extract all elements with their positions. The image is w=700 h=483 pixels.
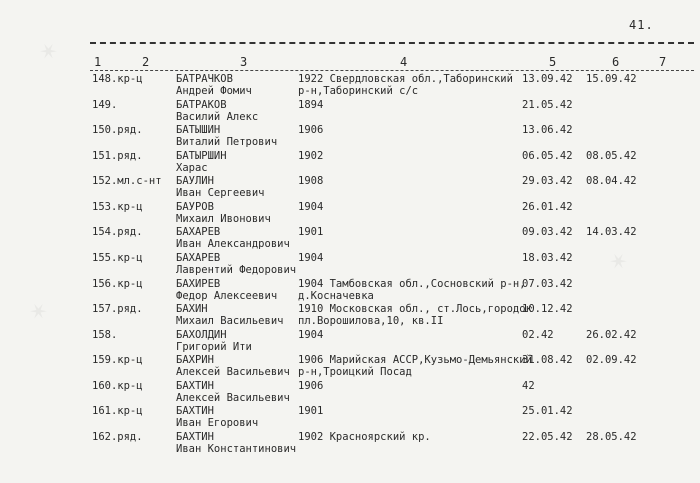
surname: БАТЫРШИН bbox=[176, 150, 227, 162]
date-col-5: 13.09.42 bbox=[522, 73, 573, 85]
birth-info bbox=[298, 99, 538, 111]
given-name: Иван Константинович bbox=[176, 443, 297, 455]
birth-info bbox=[298, 431, 538, 443]
person-name bbox=[176, 99, 296, 123]
birth-year-place: 1906 bbox=[298, 380, 324, 392]
record-number: 156.кр-ц bbox=[92, 278, 143, 290]
birth-info bbox=[298, 303, 538, 327]
birth-info bbox=[298, 226, 538, 238]
birth-info bbox=[298, 252, 538, 264]
date-col-5: 25.01.42 bbox=[522, 405, 573, 417]
date-col-6: 08.04.42 bbox=[586, 175, 637, 187]
birth-info bbox=[298, 175, 538, 187]
column-header-1: 1 bbox=[94, 55, 102, 69]
date-col-5: 07.03.42 bbox=[522, 278, 573, 290]
table-row bbox=[0, 431, 700, 456]
surname: БАХРИН bbox=[176, 354, 214, 366]
table-row bbox=[0, 278, 700, 303]
birth-year-place: 1922 Свердловская обл.,Таборинский bbox=[298, 73, 513, 85]
person-name bbox=[176, 380, 296, 404]
given-name: Харас bbox=[176, 162, 208, 174]
birth-info bbox=[298, 278, 538, 302]
column-header-3: 3 bbox=[240, 55, 248, 69]
column-header-7: 7 bbox=[659, 55, 667, 69]
date-col-5: 02.42 bbox=[522, 329, 554, 341]
given-name: Григорий Ити bbox=[176, 341, 252, 353]
surname: БАУРОВ bbox=[176, 201, 214, 213]
date-col-5: 21.05.42 bbox=[522, 99, 573, 111]
record-number: 148.кр-ц bbox=[92, 73, 143, 85]
birth-info bbox=[298, 124, 538, 136]
record-number: 162.ряд. bbox=[92, 431, 143, 443]
table-row bbox=[0, 354, 700, 379]
given-name: Михаил Васильевич bbox=[176, 315, 284, 327]
record-number: 161.кр-ц bbox=[92, 405, 143, 417]
person-name bbox=[176, 329, 296, 353]
person-name bbox=[176, 226, 296, 250]
record-number: 152.мл.с-нт bbox=[92, 175, 162, 187]
date-col-5: 29.03.42 bbox=[522, 175, 573, 187]
given-name: Михаил Ивонович bbox=[176, 213, 271, 225]
given-name: Иван Александрович bbox=[176, 238, 290, 250]
table-row bbox=[0, 99, 700, 124]
column-header-rule bbox=[90, 70, 694, 71]
birth-info bbox=[298, 201, 538, 213]
birth-info bbox=[298, 150, 538, 162]
column-header-2: 2 bbox=[142, 55, 150, 69]
table-row bbox=[0, 303, 700, 328]
table-row bbox=[0, 405, 700, 430]
date-col-5: 42 bbox=[522, 380, 535, 392]
person-name bbox=[176, 278, 296, 302]
person-name bbox=[176, 150, 296, 174]
birth-info bbox=[298, 73, 538, 97]
date-col-5: 18.03.42 bbox=[522, 252, 573, 264]
table-row bbox=[0, 124, 700, 149]
date-col-5: 06.05.42 bbox=[522, 150, 573, 162]
record-number: 157.ряд. bbox=[92, 303, 143, 315]
record-number: 150.ряд. bbox=[92, 124, 143, 136]
watermark: ✶ bbox=[34, 37, 64, 68]
person-name bbox=[176, 303, 296, 327]
column-header-6: 6 bbox=[612, 55, 620, 69]
watermark: ✶ bbox=[604, 247, 634, 278]
surname: БАТРАЧКОВ bbox=[176, 73, 233, 85]
person-name bbox=[176, 201, 296, 225]
record-number: 155.кр-ц bbox=[92, 252, 143, 264]
record-number: 159.кр-ц bbox=[92, 354, 143, 366]
birth-place-cont: пл.Ворошилова,10, кв.II bbox=[298, 315, 444, 327]
birth-year-place: 1908 bbox=[298, 175, 324, 187]
given-name: Федор Алексеевич bbox=[176, 290, 278, 302]
birth-info bbox=[298, 380, 538, 392]
date-col-5: 09.03.42 bbox=[522, 226, 573, 238]
watermark: ✶ bbox=[24, 297, 54, 328]
person-name bbox=[176, 252, 296, 276]
birth-year-place: 1901 bbox=[298, 226, 324, 238]
table-row bbox=[0, 175, 700, 200]
given-name: Иван Егорович bbox=[176, 417, 259, 429]
date-col-6: 15.09.42 bbox=[586, 73, 637, 85]
given-name: Иван Сергеевич bbox=[176, 187, 265, 199]
given-name: Андрей Фомич bbox=[176, 85, 252, 97]
surname: БАХАРЕВ bbox=[176, 252, 221, 264]
date-col-6: 02.09.42 bbox=[586, 354, 637, 366]
person-name bbox=[176, 73, 296, 97]
birth-year-place: 1910 Московская обл., ст.Лось,городок bbox=[298, 303, 532, 315]
person-name bbox=[176, 405, 296, 429]
date-col-6: 28.05.42 bbox=[586, 431, 637, 443]
table-row bbox=[0, 329, 700, 354]
table-row bbox=[0, 252, 700, 277]
surname: БАХТИН bbox=[176, 380, 214, 392]
column-header-4: 4 bbox=[400, 55, 408, 69]
birth-year-place: 1906 Марийская АССР,Кузьмо-Демьянский bbox=[298, 354, 532, 366]
person-name bbox=[176, 431, 296, 455]
birth-year-place: 1904 bbox=[298, 252, 324, 264]
given-name: Виталий Петрович bbox=[176, 136, 278, 148]
birth-year-place: 1901 bbox=[298, 405, 324, 417]
surname: БАТРАКОВ bbox=[176, 99, 227, 111]
birth-place-cont: д.Косначевка bbox=[298, 290, 374, 302]
table-row bbox=[0, 150, 700, 175]
table-row bbox=[0, 201, 700, 226]
surname: БАХТИН bbox=[176, 431, 214, 443]
birth-place-cont: р-н,Троицкий Посад bbox=[298, 366, 412, 378]
birth-year-place: 1904 Тамбовская обл.,Сосновский р-н, bbox=[298, 278, 526, 290]
birth-year-place: 1902 bbox=[298, 150, 324, 162]
birth-year-place: 1904 bbox=[298, 201, 324, 213]
given-name: Алексей Васильевич bbox=[176, 366, 290, 378]
birth-info bbox=[298, 354, 538, 378]
person-name bbox=[176, 354, 296, 378]
record-number: 154.ряд. bbox=[92, 226, 143, 238]
birth-year-place: 1902 Красноярский кр. bbox=[298, 431, 431, 443]
record-number: 158. bbox=[92, 329, 118, 341]
surname: БАХАРЕВ bbox=[176, 226, 221, 238]
record-number: 153.кр-ц bbox=[92, 201, 143, 213]
header-rule bbox=[90, 42, 694, 44]
person-name bbox=[176, 175, 296, 199]
table-row bbox=[0, 380, 700, 405]
date-col-5: 10.12.42 bbox=[522, 303, 573, 315]
surname: БАХОЛДИН bbox=[176, 329, 227, 341]
birth-year-place: 1906 bbox=[298, 124, 324, 136]
birth-year-place: 1904 bbox=[298, 329, 324, 341]
birth-info bbox=[298, 329, 538, 341]
person-name bbox=[176, 124, 296, 148]
date-col-5: 31.08.42 bbox=[522, 354, 573, 366]
given-name: Василий Алекс bbox=[176, 111, 259, 123]
page-number: 41. bbox=[629, 18, 654, 32]
table-row bbox=[0, 226, 700, 251]
table-row bbox=[0, 73, 700, 98]
surname: БАХИН bbox=[176, 303, 208, 315]
date-col-5: 26.01.42 bbox=[522, 201, 573, 213]
date-col-6: 14.03.42 bbox=[586, 226, 637, 238]
given-name: Алексей Васильевич bbox=[176, 392, 290, 404]
birth-place-cont: р-н,Таборинский с/с bbox=[298, 85, 419, 97]
date-col-5: 13.06.42 bbox=[522, 124, 573, 136]
column-header-5: 5 bbox=[549, 55, 557, 69]
birth-year-place: 1894 bbox=[298, 99, 324, 111]
surname: БАТЫШИН bbox=[176, 124, 221, 136]
date-col-5: 22.05.42 bbox=[522, 431, 573, 443]
date-col-6: 08.05.42 bbox=[586, 150, 637, 162]
record-number: 160.кр-ц bbox=[92, 380, 143, 392]
record-number: 149. bbox=[92, 99, 118, 111]
date-col-6: 26.02.42 bbox=[586, 329, 637, 341]
record-number: 151.ряд. bbox=[92, 150, 143, 162]
surname: БАУЛИН bbox=[176, 175, 214, 187]
given-name: Лаврентий Федорович bbox=[176, 264, 297, 276]
surname: БАХТИН bbox=[176, 405, 214, 417]
birth-info bbox=[298, 405, 538, 417]
surname: БАХИРЕВ bbox=[176, 278, 221, 290]
